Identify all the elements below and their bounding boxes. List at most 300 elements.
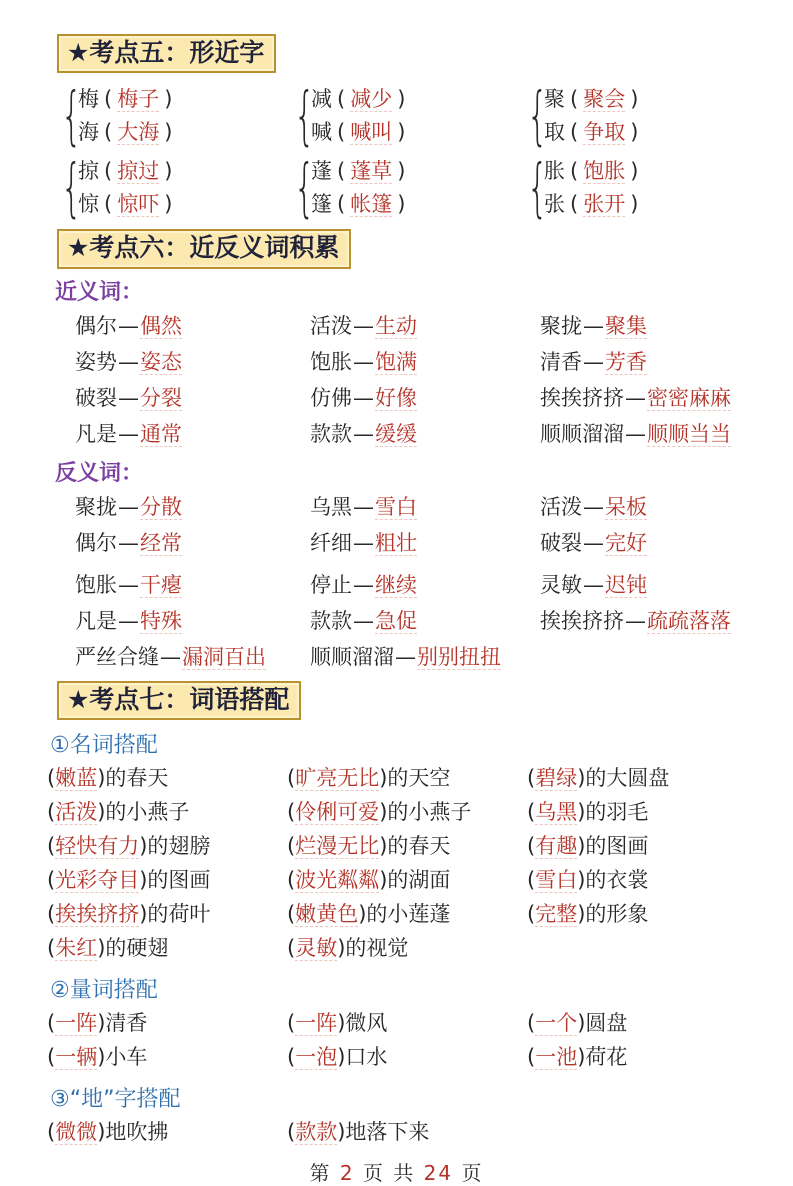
paren: ( <box>47 935 56 960</box>
paren: ( <box>287 1010 296 1035</box>
verb-phrase: 地吹拂 <box>105 1119 169 1144</box>
noun: 的湖面 <box>387 867 451 892</box>
dash: — <box>118 530 139 555</box>
char: 篷 <box>311 192 332 217</box>
antonym-row <box>0 525 793 561</box>
dash: — <box>118 385 139 410</box>
modifier: 旷亮无比 <box>295 765 380 790</box>
paren: ( <box>287 833 296 858</box>
paren: ( <box>104 159 113 184</box>
dash: — <box>353 313 374 338</box>
paren: ( <box>47 1119 56 1144</box>
word: 蓬草 <box>350 159 393 184</box>
paren: ) <box>397 120 406 145</box>
word: 喊叫 <box>350 120 393 145</box>
char: 张 <box>544 192 565 217</box>
synonym-row <box>0 308 793 344</box>
word-right: 经常 <box>140 530 182 555</box>
char-pair-line <box>544 83 643 116</box>
noun: 的荷叶 <box>147 901 211 926</box>
char-pair-line <box>311 188 410 221</box>
noun: 的春天 <box>105 765 169 790</box>
noun-collocation-row <box>0 897 793 931</box>
paren: ( <box>527 1044 536 1069</box>
word-right: 特殊 <box>140 608 182 633</box>
synonym-row <box>0 416 793 452</box>
synonym-pair <box>75 344 310 380</box>
word-right: 姿态 <box>140 349 182 374</box>
word-right: 通常 <box>140 421 182 446</box>
measure-word: 一池 <box>535 1044 578 1069</box>
word: 聚会 <box>583 87 626 112</box>
antonym-pair <box>310 567 540 603</box>
dash: — <box>353 349 374 374</box>
brace-icon: { <box>527 151 549 225</box>
noun: 清香 <box>105 1010 148 1035</box>
noun-collocation-row <box>0 795 793 829</box>
antonym-pair <box>310 639 501 675</box>
modifier: 嫩黄色 <box>295 901 359 926</box>
antonym-pair <box>75 603 310 639</box>
synonym-pair <box>540 344 647 380</box>
measure-collocation-row <box>0 1040 793 1074</box>
noun-collocation <box>47 863 287 897</box>
dash: — <box>118 421 139 446</box>
char-pair-line <box>78 83 177 116</box>
paren: ) <box>358 901 367 926</box>
paren: ( <box>337 87 346 112</box>
paren: ( <box>337 192 346 217</box>
word-left: 姿势 <box>75 349 117 374</box>
paren: ) <box>577 799 586 824</box>
paren: ) <box>397 87 406 112</box>
noun: 小车 <box>105 1044 148 1069</box>
modifier: 伶俐可爱 <box>295 799 380 824</box>
noun-collocation-row <box>0 931 793 965</box>
paren: ( <box>337 120 346 145</box>
char-pair-line <box>311 116 410 149</box>
paren: ( <box>287 765 296 790</box>
measure-collocation <box>527 1006 627 1040</box>
word-right: 疏疏落落 <box>647 608 731 633</box>
synonym-pair <box>310 380 540 416</box>
noun: 的图画 <box>147 867 211 892</box>
word-left: 破裂 <box>540 530 582 555</box>
synonym-pair <box>310 416 540 452</box>
paren: ( <box>527 1010 536 1035</box>
word-right: 呆板 <box>605 494 647 519</box>
modifier: 光彩夺目 <box>55 867 140 892</box>
noun: 的羽毛 <box>585 799 649 824</box>
paren: ( <box>104 192 113 217</box>
char: 惊 <box>78 192 99 217</box>
word-left: 饱胀 <box>310 349 352 374</box>
modifier: 波光粼粼 <box>295 867 380 892</box>
word-left: 款款 <box>310 608 352 633</box>
similar-char-group <box>57 151 290 225</box>
paren: ( <box>104 120 113 145</box>
dash: — <box>118 494 139 519</box>
word-right: 缓缓 <box>375 421 417 446</box>
modifier: 挨挨挤挤 <box>55 901 140 926</box>
noun: 圆盘 <box>585 1010 628 1035</box>
noun-collocation-row <box>0 829 793 863</box>
synonym-pair <box>540 308 647 344</box>
paren: ) <box>577 765 586 790</box>
paren: ) <box>577 1010 586 1035</box>
word-left: 偶尔 <box>75 313 117 338</box>
brace-icon: { <box>527 79 549 153</box>
brace-icon: { <box>61 151 83 225</box>
word: 梅子 <box>117 87 160 112</box>
measure-word: 一阵 <box>55 1010 98 1035</box>
word-right: 粗壮 <box>375 530 417 555</box>
word-left: 停止 <box>310 572 352 597</box>
modifier: 烂漫无比 <box>295 833 380 858</box>
antonym-row <box>0 567 793 603</box>
similar-char-group <box>290 151 523 225</box>
paren: ) <box>139 833 148 858</box>
word-left: 凡是 <box>75 421 117 446</box>
similar-char-group <box>290 79 523 153</box>
antonym-pair <box>310 603 540 639</box>
word-left: 聚拢 <box>75 494 117 519</box>
antonym-pair <box>310 489 540 525</box>
noun: 的小燕子 <box>105 799 190 824</box>
dash: — <box>583 494 604 519</box>
char-pair-line <box>78 155 177 188</box>
noun: 的衣裳 <box>585 867 649 892</box>
dash: — <box>118 349 139 374</box>
noun-collocation <box>287 829 527 863</box>
section-header-kaodian5: ★考点五：形近字 <box>57 34 276 73</box>
paren: ) <box>97 1010 106 1035</box>
antonym-pair <box>540 525 647 561</box>
word-right: 芳香 <box>605 349 647 374</box>
word: 张开 <box>583 192 626 217</box>
antonyms-label: 反义词： <box>55 460 144 486</box>
footer-text: 第 <box>309 1160 340 1185</box>
measure-collocation <box>287 1040 527 1074</box>
measure-word: 一辆 <box>55 1044 98 1069</box>
char: 喊 <box>311 120 332 145</box>
paren: ( <box>527 867 536 892</box>
char: 掠 <box>78 159 99 184</box>
word-left: 仿佛 <box>310 385 352 410</box>
synonyms-label: 近义词： <box>55 279 144 305</box>
word-left: 活泼 <box>310 313 352 338</box>
paren: ) <box>97 935 106 960</box>
word-right: 继续 <box>375 572 417 597</box>
paren: ) <box>630 159 639 184</box>
verb-phrase: 地落下来 <box>345 1119 430 1144</box>
noun: 的天空 <box>387 765 451 790</box>
dash: — <box>118 608 139 633</box>
paren: ) <box>577 867 586 892</box>
char-pair-line <box>544 188 643 221</box>
noun-collocation-label: ①名词搭配 <box>50 732 158 758</box>
word-left: 灵敏 <box>540 572 582 597</box>
word-left: 凡是 <box>75 608 117 633</box>
dash: — <box>395 644 416 669</box>
word-left: 偶尔 <box>75 530 117 555</box>
noun: 的图画 <box>585 833 649 858</box>
paren: ) <box>379 799 388 824</box>
section-header-kaodian6: ★考点六：近反义词积累 <box>57 229 351 268</box>
page-number: 2 <box>339 1160 355 1185</box>
noun-collocation <box>47 897 287 931</box>
word: 减少 <box>350 87 393 112</box>
dash: — <box>353 608 374 633</box>
word-left: 顺顺溜溜 <box>310 644 394 669</box>
modifier: 灵敏 <box>295 935 338 960</box>
paren: ( <box>287 901 296 926</box>
similar-char-group <box>57 79 290 153</box>
measure-word: 一阵 <box>295 1010 338 1035</box>
noun-collocation <box>47 931 287 965</box>
antonym-row <box>0 489 793 525</box>
de-collocation <box>287 1115 527 1149</box>
char-pair-line <box>311 83 410 116</box>
de-collocation <box>47 1115 287 1149</box>
dash: — <box>160 644 181 669</box>
paren: ( <box>47 1010 56 1035</box>
paren: ) <box>379 867 388 892</box>
modifier: 完整 <box>535 901 578 926</box>
noun-collocation <box>527 897 648 931</box>
word-right: 漏洞百出 <box>182 644 266 669</box>
word-right: 生动 <box>375 313 417 338</box>
adverb: 微微 <box>55 1119 98 1144</box>
paren: ) <box>337 1119 346 1144</box>
modifier: 嫩蓝 <box>55 765 98 790</box>
dash: — <box>583 313 604 338</box>
dash: — <box>625 421 646 446</box>
char-pair-line <box>544 116 643 149</box>
word-left: 破裂 <box>75 385 117 410</box>
paren: ) <box>379 833 388 858</box>
char-pair-line <box>78 116 177 149</box>
word: 惊吓 <box>117 192 160 217</box>
paren: ( <box>527 765 536 790</box>
paren: ) <box>337 935 346 960</box>
measure-word: 一个 <box>535 1010 578 1035</box>
measure-collocation <box>47 1006 287 1040</box>
noun-collocation <box>287 897 527 931</box>
modifier: 活泼 <box>55 799 98 824</box>
char-pair-line <box>544 155 643 188</box>
noun-collocation <box>287 863 527 897</box>
word-left: 顺顺溜溜 <box>540 421 624 446</box>
dash: — <box>583 572 604 597</box>
paren: ) <box>630 192 639 217</box>
paren: ( <box>287 1119 296 1144</box>
adverb: 款款 <box>295 1119 338 1144</box>
dash: — <box>118 313 139 338</box>
paren: ( <box>287 1044 296 1069</box>
char: 取 <box>544 120 565 145</box>
paren: ) <box>630 120 639 145</box>
char-pair-line <box>311 155 410 188</box>
char: 胀 <box>544 159 565 184</box>
noun-collocation <box>527 863 648 897</box>
antonym-pair <box>75 525 310 561</box>
modifier: 轻快有力 <box>55 833 140 858</box>
modifier: 碧绿 <box>535 765 578 790</box>
brace-icon: { <box>294 151 316 225</box>
noun: 的硬翅 <box>105 935 169 960</box>
measure-word-label: ②量词搭配 <box>50 977 158 1003</box>
word-right: 分散 <box>140 494 182 519</box>
paren: ( <box>527 901 536 926</box>
modifier: 朱红 <box>55 935 98 960</box>
word-left: 清香 <box>540 349 582 374</box>
noun-collocation <box>47 761 287 795</box>
dash: — <box>353 572 374 597</box>
similar-char-group <box>523 151 756 225</box>
modifier: 有趣 <box>535 833 578 858</box>
antonym-pair <box>310 525 540 561</box>
noun-collocation <box>47 795 287 829</box>
synonym-pair <box>540 416 731 452</box>
antonym-pair <box>75 567 310 603</box>
synonym-pair <box>540 380 731 416</box>
paren: ) <box>164 87 173 112</box>
char: 梅 <box>78 87 99 112</box>
dash: — <box>118 572 139 597</box>
antonym-pair <box>75 489 310 525</box>
measure-collocation <box>47 1040 287 1074</box>
noun-collocation <box>527 829 648 863</box>
paren: ( <box>337 159 346 184</box>
char: 减 <box>311 87 332 112</box>
noun-collocation <box>287 795 527 829</box>
word-left: 活泼 <box>540 494 582 519</box>
modifier: 雪白 <box>535 867 578 892</box>
noun: 的翅膀 <box>147 833 211 858</box>
word-right: 聚集 <box>605 313 647 338</box>
dash: — <box>353 421 374 446</box>
word-left: 饱胀 <box>75 572 117 597</box>
word-left: 款款 <box>310 421 352 446</box>
measure-collocation <box>527 1040 627 1074</box>
similar-char-section <box>57 79 793 225</box>
noun-collocation <box>287 931 527 965</box>
paren: ( <box>570 120 579 145</box>
antonym-pair <box>540 603 731 639</box>
footer-text: 页 <box>453 1160 484 1185</box>
paren: ) <box>577 901 586 926</box>
paren: ) <box>164 192 173 217</box>
measure-collocation-row <box>0 1006 793 1040</box>
word-left: 挨挨挤挤 <box>540 608 624 633</box>
noun: 的视觉 <box>345 935 409 960</box>
paren: ( <box>104 87 113 112</box>
paren: ) <box>337 1010 346 1035</box>
paren: ) <box>139 867 148 892</box>
antonym-pair <box>540 489 647 525</box>
dash: — <box>353 494 374 519</box>
paren: ( <box>47 833 56 858</box>
char: 聚 <box>544 87 565 112</box>
paren: ) <box>337 1044 346 1069</box>
word: 掠过 <box>117 159 160 184</box>
measure-word: 一泡 <box>295 1044 338 1069</box>
word-left: 纤细 <box>310 530 352 555</box>
noun-collocation <box>527 795 648 829</box>
word-right: 别别扭扭 <box>417 644 501 669</box>
footer-text: 页 共 <box>354 1160 424 1185</box>
dash: — <box>625 385 646 410</box>
synonym-pair <box>75 416 310 452</box>
word-left: 聚拢 <box>540 313 582 338</box>
antonym-pair <box>540 567 647 603</box>
modifier: 乌黑 <box>535 799 578 824</box>
noun: 微风 <box>345 1010 388 1035</box>
noun-collocation-row <box>0 761 793 795</box>
paren: ( <box>47 1044 56 1069</box>
noun: 的春天 <box>387 833 451 858</box>
word-right: 密密麻麻 <box>647 385 731 410</box>
noun: 荷花 <box>585 1044 628 1069</box>
paren: ) <box>397 192 406 217</box>
synonym-row <box>0 344 793 380</box>
paren: ) <box>577 1044 586 1069</box>
total-pages: 24 <box>423 1160 454 1185</box>
word-right: 急促 <box>375 608 417 633</box>
noun-collocation-row <box>0 863 793 897</box>
antonym-pair <box>75 639 310 675</box>
noun: 口水 <box>345 1044 388 1069</box>
similar-char-group <box>523 79 756 153</box>
word-right: 干瘪 <box>140 572 182 597</box>
word-left: 乌黑 <box>310 494 352 519</box>
synonym-pair <box>75 380 310 416</box>
paren: ( <box>287 935 296 960</box>
paren: ( <box>570 192 579 217</box>
synonym-pair <box>310 308 540 344</box>
char: 蓬 <box>311 159 332 184</box>
word: 争取 <box>583 120 626 145</box>
paren: ) <box>139 901 148 926</box>
paren: ( <box>570 159 579 184</box>
paren: ( <box>527 799 536 824</box>
paren: ) <box>397 159 406 184</box>
noun: 的形象 <box>585 901 649 926</box>
word-right: 分裂 <box>140 385 182 410</box>
dash: — <box>625 608 646 633</box>
paren: ) <box>379 765 388 790</box>
noun-collocation <box>47 829 287 863</box>
paren: ) <box>97 1119 106 1144</box>
brace-icon: { <box>61 79 83 153</box>
word: 大海 <box>117 120 160 145</box>
section-header-kaodian7: ★考点七：词语搭配 <box>57 681 301 720</box>
de-collocation-row <box>0 1115 793 1149</box>
word: 饱胀 <box>583 159 626 184</box>
word-right: 顺顺当当 <box>647 421 731 446</box>
paren: ) <box>577 833 586 858</box>
antonym-row <box>0 639 793 675</box>
paren: ) <box>164 159 173 184</box>
page-footer <box>0 1157 793 1186</box>
brace-icon: { <box>294 79 316 153</box>
word-right: 饱满 <box>375 349 417 374</box>
noun: 的小燕子 <box>387 799 472 824</box>
paren: ( <box>287 799 296 824</box>
synonym-row <box>0 380 793 416</box>
similar-char-row <box>57 151 793 225</box>
